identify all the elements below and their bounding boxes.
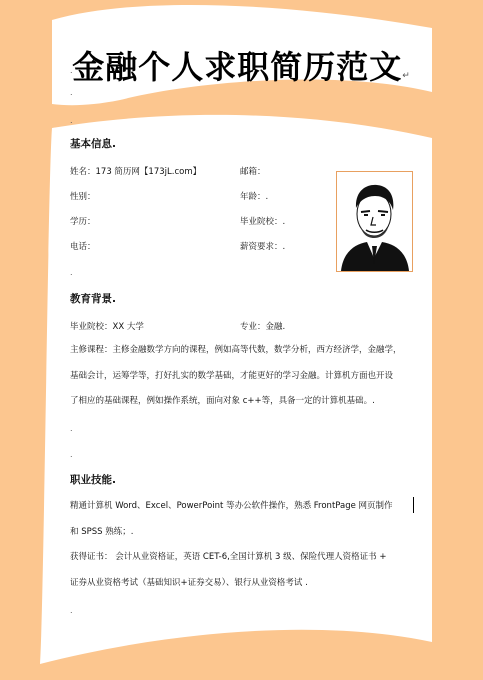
- section-heading-basic: 基本信息.: [70, 138, 116, 150]
- portrait-icon: [337, 172, 412, 271]
- paragraph-mark: .: [70, 66, 73, 75]
- skills-paragraph: [70, 494, 415, 596]
- page-title: 金融个人求职简历范文↵: [72, 48, 411, 86]
- field-school: 毕业院校：.: [240, 217, 286, 227]
- skills-line: 获得证书： 会计从业资格证，英语 CET-6,全国计算机 3 级、保险代理人资格证书 +: [70, 552, 387, 562]
- paragraph-mark: .: [70, 268, 73, 277]
- paragraph-mark: .: [70, 606, 73, 615]
- courses-line: 了相应的基础课程，例如操作系统，面向对象 c++等，具备一定的计算机基础。.: [70, 396, 375, 406]
- paragraph-mark: .: [70, 450, 73, 459]
- field-salary: 薪资要求：.: [240, 242, 286, 252]
- field-phone: 电话：: [70, 242, 96, 252]
- field-major: 专业：金融.: [240, 322, 286, 332]
- skills-line: 精通计算机 Word、Excel、PowerPoint 等办公软件操作，熟悉 FrontPage 网页制作: [70, 501, 393, 511]
- field-gender: 性别：: [70, 192, 96, 202]
- field-education: 学历：: [70, 217, 96, 227]
- skills-line: 证券从业资格考试（基础知识+证券交易）、银行从业资格考试 .: [70, 577, 308, 588]
- pilcrow-mark: ↵: [402, 71, 411, 81]
- courses-line: 主修课程：主修金融数学方向的课程，例如高等代数，数学分析，西方经济学，金融学，: [70, 345, 402, 355]
- paragraph-mark: .: [70, 88, 73, 97]
- field-age: 年龄：.: [240, 192, 269, 202]
- field-name: 姓名：173 简历网【173jL.com】: [70, 167, 202, 177]
- courses-line: 基础会计，运筹学等，打好扎实的数学基础，才能更好的学习金融。计算机方面也开设: [70, 370, 394, 381]
- portrait-photo: [336, 171, 413, 272]
- text-cursor: [413, 497, 414, 513]
- paragraph-mark: .: [70, 424, 73, 433]
- skills-line: 和 SPSS 熟练；.: [70, 526, 134, 537]
- section-heading-education: 教育背景.: [70, 293, 116, 305]
- field-graduate-school: 毕业院校：XX 大学: [70, 322, 144, 332]
- courses-paragraph: [70, 338, 415, 415]
- section-heading-skills: 职业技能.: [70, 474, 116, 486]
- paragraph-mark: .: [70, 116, 73, 125]
- field-email: 邮箱：: [240, 167, 266, 177]
